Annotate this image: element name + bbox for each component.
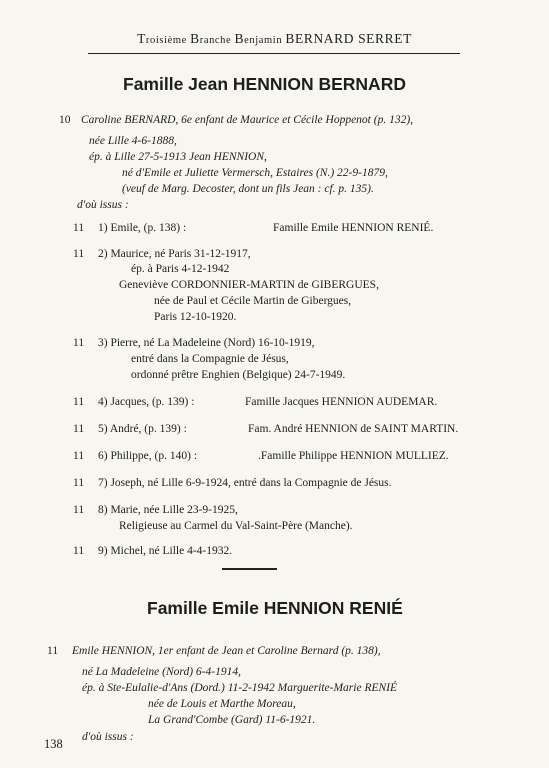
entry-line: Caroline BERNARD, 6e enfant de Maurice et Cécile Hoppenot (p. 132), — [81, 114, 414, 126]
section-separator — [222, 568, 277, 570]
entry-number: 10 — [59, 114, 71, 126]
child-number: 11 — [73, 222, 85, 234]
family-ref: .Famille Philippe HENNION MULLIEZ. — [258, 450, 449, 462]
family-ref: Famille Emile HENNION RENIÉ. — [273, 222, 434, 234]
child-line: 1) Emile, (p. 138) : — [98, 222, 187, 234]
entry-line: née Lille 4-6-1888, — [89, 135, 177, 147]
child-line: entré dans la Compagnie de Jésus, — [131, 353, 289, 365]
child-number: 11 — [73, 337, 85, 349]
child-number: 11 — [73, 545, 85, 557]
child-number: 11 — [73, 396, 85, 408]
child-line: 8) Marie, née Lille 23-9-1925, — [98, 504, 238, 516]
child-line: 3) Pierre, né La Madeleine (Nord) 16-10-1919, — [98, 337, 315, 349]
child-line: ép. à Paris 4-12-1942 — [131, 263, 230, 275]
running-head: Troisième Branche Benjamin BERNARD SERRET — [137, 31, 412, 46]
entry-line: née de Louis et Marthe Moreau, — [148, 698, 296, 710]
child-number: 11 — [73, 450, 85, 462]
child-line: 4) Jacques, (p. 139) : — [98, 396, 195, 408]
page-number: 138 — [44, 737, 63, 751]
entry-line: (veuf de Marg. Decoster, dont un fils Jean : cf. p. 135). — [122, 183, 374, 195]
child-number: 11 — [73, 423, 85, 435]
child-line: Religieuse au Carmel du Val-Saint-Père (Manche). — [119, 520, 353, 532]
issus-label: d'où issus : — [82, 731, 134, 743]
entry-line: né d'Emile et Juliette Vermersch, Estaires (N.) 22-9-1879, — [122, 167, 388, 179]
child-number: 11 — [73, 477, 85, 489]
child-number: 11 — [73, 504, 85, 516]
child-line: 7) Joseph, né Lille 6-9-1924, entré dans la Compagnie de Jésus. — [98, 477, 392, 489]
child-number: 11 — [73, 248, 85, 260]
entry-line: ép. à Lille 27-5-1913 Jean HENNION, — [89, 151, 267, 163]
family-ref: Famille Jacques HENNION AUDEMAR. — [245, 396, 438, 408]
entry-line: La Grand'Combe (Gard) 11-6-1921. — [148, 714, 316, 726]
issus-label: d'où issus : — [77, 199, 129, 211]
child-line: née de Paul et Cécile Martin de Gibergues, — [154, 295, 352, 307]
child-line: 2) Maurice, né Paris 31-12-1917, — [98, 248, 251, 260]
entry-line: Emile HENNION, 1er enfant de Jean et Caroline Bernard (p. 138), — [72, 645, 381, 657]
child-line: 9) Michel, né Lille 4-4-1932. — [98, 545, 233, 557]
section-title: Famille Emile HENNION RENIÉ — [147, 598, 403, 618]
entry-line: ép. à Ste-Eulalie-d'Ans (Dord.) 11-2-1942 Marguerite-Marie RENIÉ — [82, 682, 398, 694]
child-line: Paris 12-10-1920. — [154, 311, 237, 323]
child-line: 6) Philippe, (p. 140) : — [98, 450, 198, 462]
section-title: Famille Jean HENNION BERNARD — [123, 74, 406, 94]
header-rule — [88, 53, 460, 54]
family-ref: Fam. André HENNION de SAINT MARTIN. — [248, 423, 459, 435]
child-line: 5) André, (p. 139) : — [98, 423, 187, 435]
entry-line: né La Madeleine (Nord) 6-4-1914, — [82, 666, 241, 678]
child-line: ordonné prêtre Enghien (Belgique) 24-7-1949. — [131, 369, 346, 381]
child-line: Geneviève CORDONNIER-MARTIN de GIBERGUES, — [119, 279, 379, 291]
entry-number: 11 — [47, 645, 59, 657]
